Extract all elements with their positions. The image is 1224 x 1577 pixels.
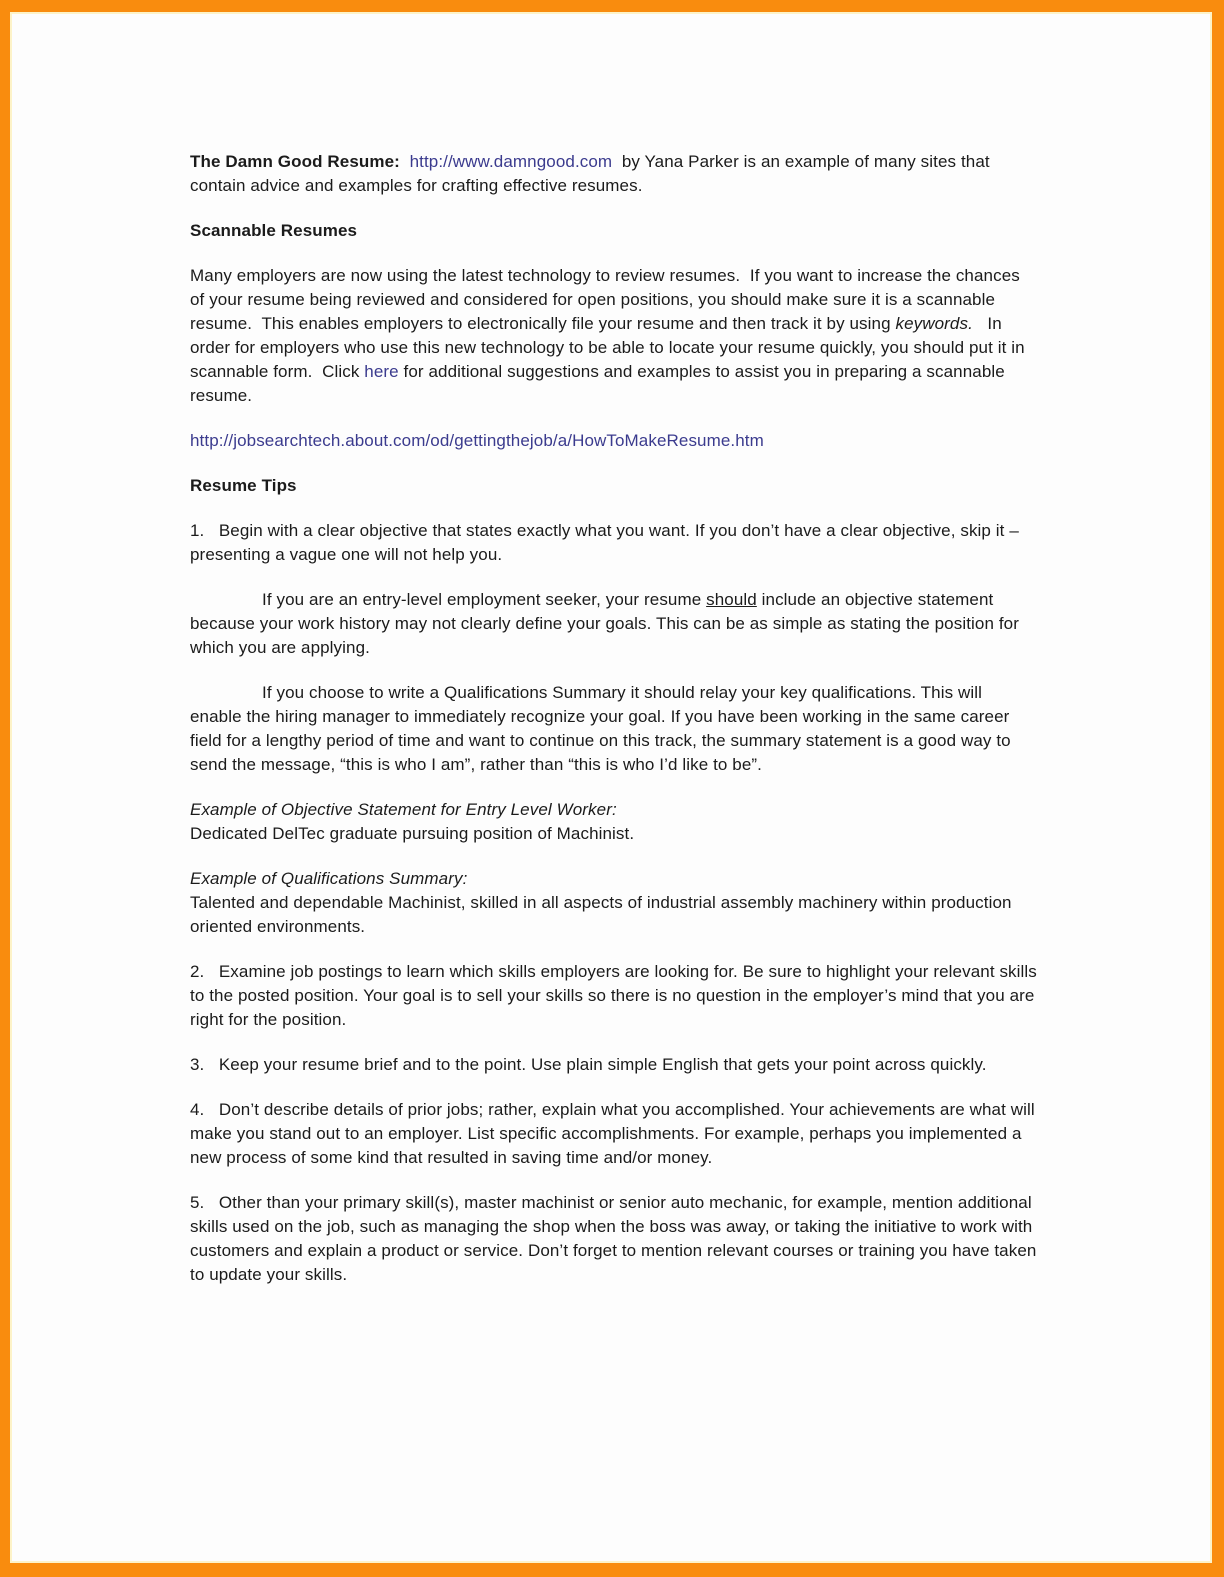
text-run: 1. Begin with a clear objective that states exactly what you want. If you don’t have a clear objective, skip it – presenting a vague one will not help you. bbox=[190, 521, 1019, 564]
text-run: In order for employers who use this new technology to be able to locate your resume quickly, you should put it in scannable form. Click bbox=[190, 314, 1025, 381]
text-run: 2. Examine job postings to learn which skills employers are looking for. Be sure to highlight your relevant skills to the posted position. Your goal is to sell your skills so there is no question in the employer’s mind that you are right for the position. bbox=[190, 962, 1037, 1029]
example-objective-statement bbox=[190, 798, 1037, 846]
document-body bbox=[190, 150, 1037, 1287]
document-inner-frame bbox=[10, 12, 1212, 1563]
tip-3-paragraph bbox=[190, 1053, 1037, 1077]
text-run: Example of Objective Statement for Entry Level Worker: bbox=[190, 800, 617, 819]
intro-paragraph bbox=[190, 150, 1037, 198]
text-run: Resume Tips bbox=[190, 476, 297, 495]
text-run: by Yana Parker is an example of many sites that contain advice and examples for crafting effective resumes. bbox=[190, 152, 990, 195]
text-run: Scannable Resumes bbox=[190, 221, 358, 240]
tip-2-paragraph bbox=[190, 960, 1037, 1032]
scannable-resumes-paragraph bbox=[190, 264, 1037, 408]
scannable-resumes-heading bbox=[190, 219, 1037, 243]
text-run: Many employers are now using the latest technology to review resumes. If you want to increase the chances of your resume being reviewed and considered for open positions, you should make sure it is a scannable resume. This enables employers to electronically file your resume and then track it by using bbox=[190, 266, 1020, 333]
text-run: for additional suggestions and examples to assist you in preparing a scannable resume. bbox=[190, 362, 1005, 405]
text-run: should bbox=[706, 590, 757, 609]
jobsearchtech-link[interactable]: http://jobsearchtech.about.com/od/gettingthejob/a/HowToMakeResume.htm bbox=[190, 431, 764, 450]
text-run: If you choose to write a Qualifications Summary it should relay your key qualifications. This will enable the hiring manager to immediately recognize your goal. If you have been working in the same career field for a lengthy period of time and want to continue on this track, the summary statement is a good way to send the message, “this is who I am”, rather than “this is who I’d like to be”. bbox=[190, 683, 1011, 774]
howtomakeresume-url-line bbox=[190, 429, 1037, 453]
tip-1-qualifications-paragraph bbox=[190, 681, 1037, 777]
text-run: Talented and dependable Machinist, skilled in all aspects of industrial assembly machinery within production oriented environments. bbox=[190, 893, 1012, 936]
text-run: 5. Other than your primary skill(s), master machinist or senior auto mechanic, for example, mention additional skills used on the job, such as managing the shop when the boss was away, or taking the initiative to work with customers and explain a product or service. Don’t forget to mention relevant courses or training you have taken to update your skills. bbox=[190, 1193, 1037, 1284]
text-run: The Damn Good Resume: bbox=[190, 152, 400, 171]
text-run: Example of Qualifications Summary: bbox=[190, 869, 468, 888]
tip-1-paragraph bbox=[190, 519, 1037, 567]
tip-4-paragraph bbox=[190, 1098, 1037, 1170]
text-run: 4. Don’t describe details of prior jobs; rather, explain what you accomplished. Your achievements are what will make you stand out to an employer. List specific accomplishments. For example, perhaps you implemented a new process of some kind that resulted in saving time and/or money. bbox=[190, 1100, 1035, 1167]
tip-1-objective-paragraph bbox=[190, 588, 1037, 660]
damngood-link[interactable]: http://www.damngood.com bbox=[409, 152, 613, 171]
text-run: keywords. bbox=[895, 314, 973, 333]
here-link[interactable]: here bbox=[364, 362, 399, 381]
text-run: If you are an entry-level employment seeker, your resume bbox=[262, 590, 707, 609]
text-run: 3. Keep your resume brief and to the point. Use plain simple English that gets your point across quickly. bbox=[190, 1055, 987, 1074]
text-run bbox=[400, 152, 410, 171]
resume-tips-heading bbox=[190, 474, 1037, 498]
text-run: include an objective statement because your work history may not clearly define your goals. This can be as simple as stating the position for which you are applying. bbox=[190, 590, 1019, 657]
tip-5-paragraph bbox=[190, 1191, 1037, 1287]
text-run: Dedicated DelTec graduate pursuing position of Machinist. bbox=[190, 824, 635, 843]
example-qualifications-summary bbox=[190, 867, 1037, 939]
